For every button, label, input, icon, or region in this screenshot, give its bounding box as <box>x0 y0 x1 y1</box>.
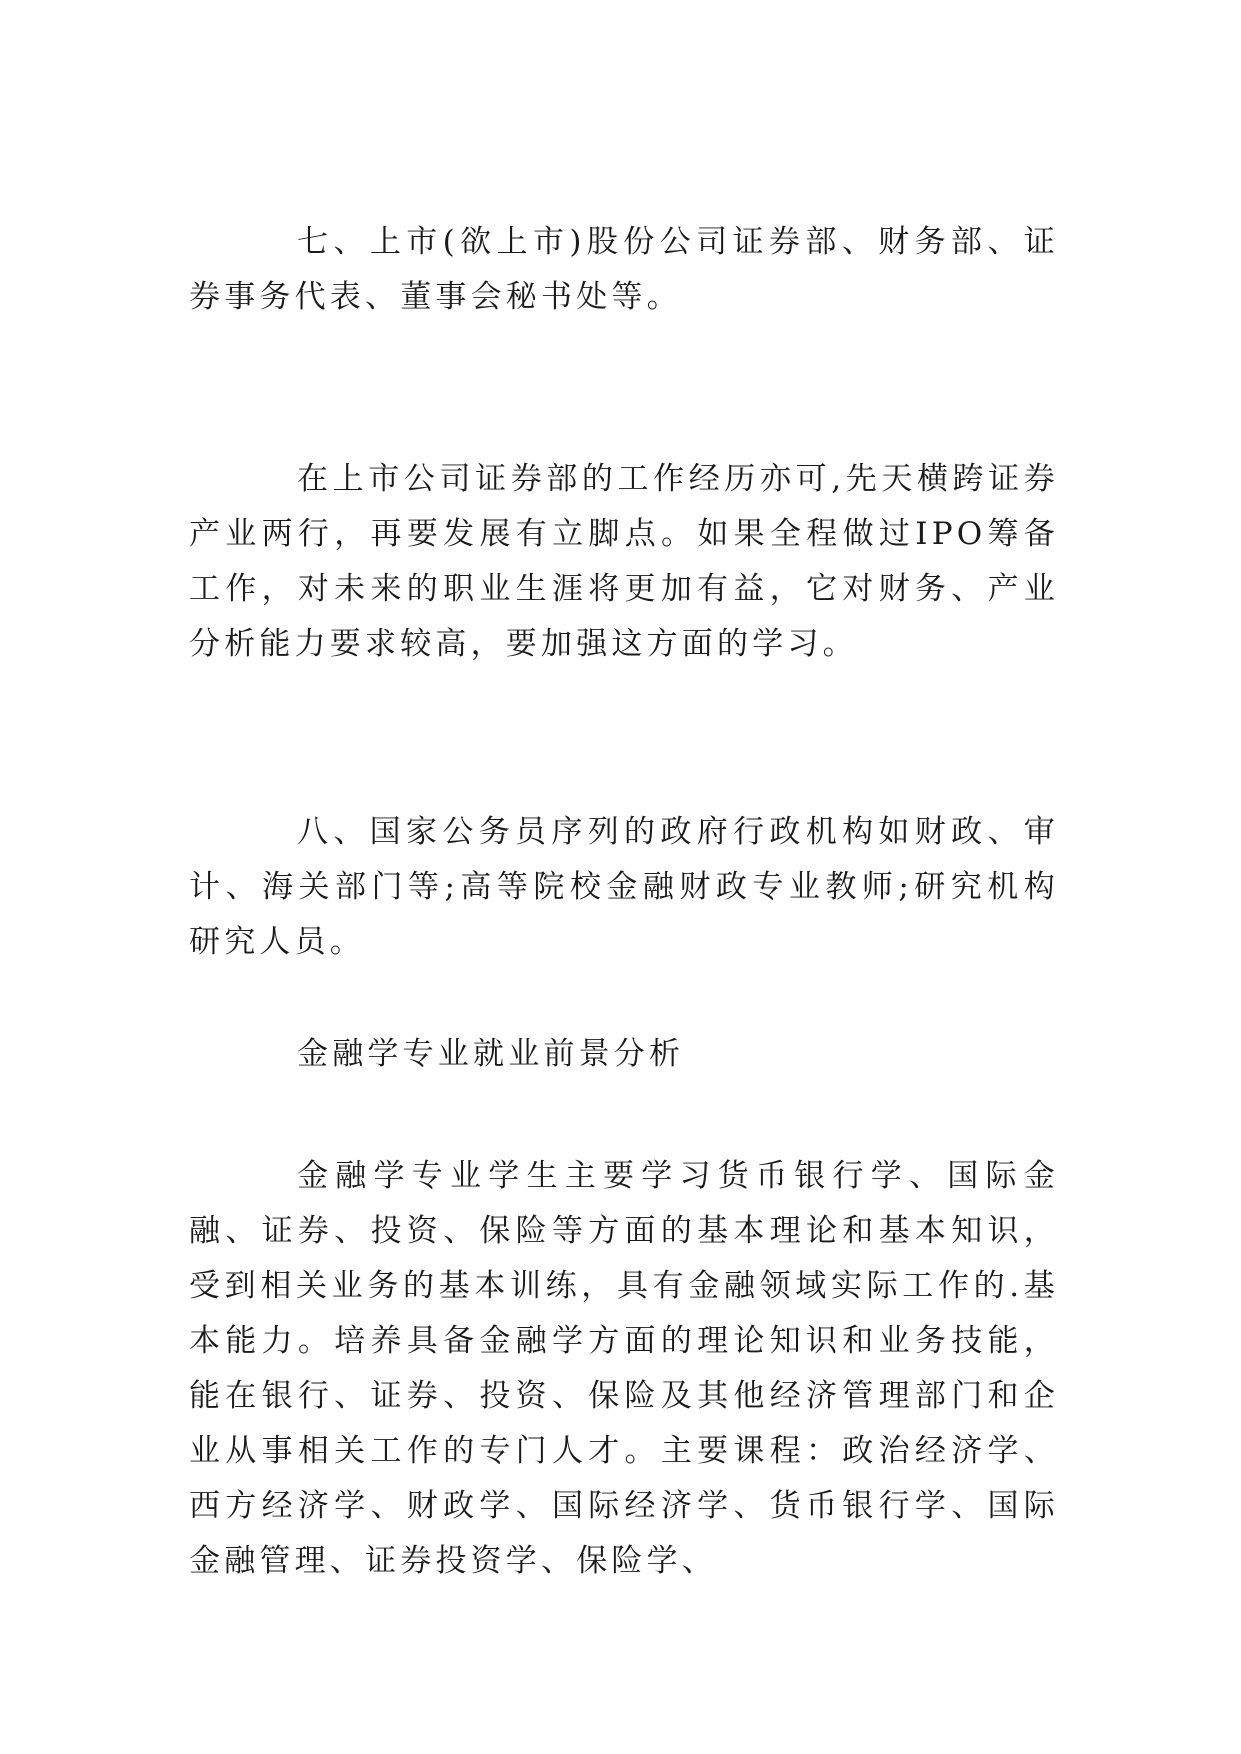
paragraph-securities-department: 七、上市(欲上市)股份公司证券部、财务部、证券事务代表、董事会秘书处等。 <box>189 224 1059 315</box>
section-heading: 金融学专业就业前景分析 <box>297 1036 685 1072</box>
paragraph-civil-service: 八、国家公务员序列的政府行政机构如财政、审计、海关部门等;高等院校金融财政专业教师;研究机构研究人员。 <box>189 814 1059 960</box>
paragraph-listed-company-experience: 在上市公司证券部的工作经历亦可,先天横跨证券产业两行，再要发展有立脚点。如果全程做过IPO筹备工作，对未来的职业生涯将更加有益，它对财务、产业分析能力要求较高，要加强这方面的学习。 <box>189 461 1059 662</box>
paragraph-finance-major: 金融学专业学生主要学习货币银行学、国际金融、证券、投资、保险等方面的基本理论和基本知识，受到相关业务的基本训练，具有金融领域实际工作的.基本能力。培养具备金融学方面的理论知识和业务技能，能在银行、证券、投资、保险及其他经济管理部门和企业从事相关工作的专门人才。主要课程：政治经济学、西方经济学、财政学、国际经济学、货币银行学、国际金融管理、证券投资学、保险学、 <box>189 1158 1059 1579</box>
